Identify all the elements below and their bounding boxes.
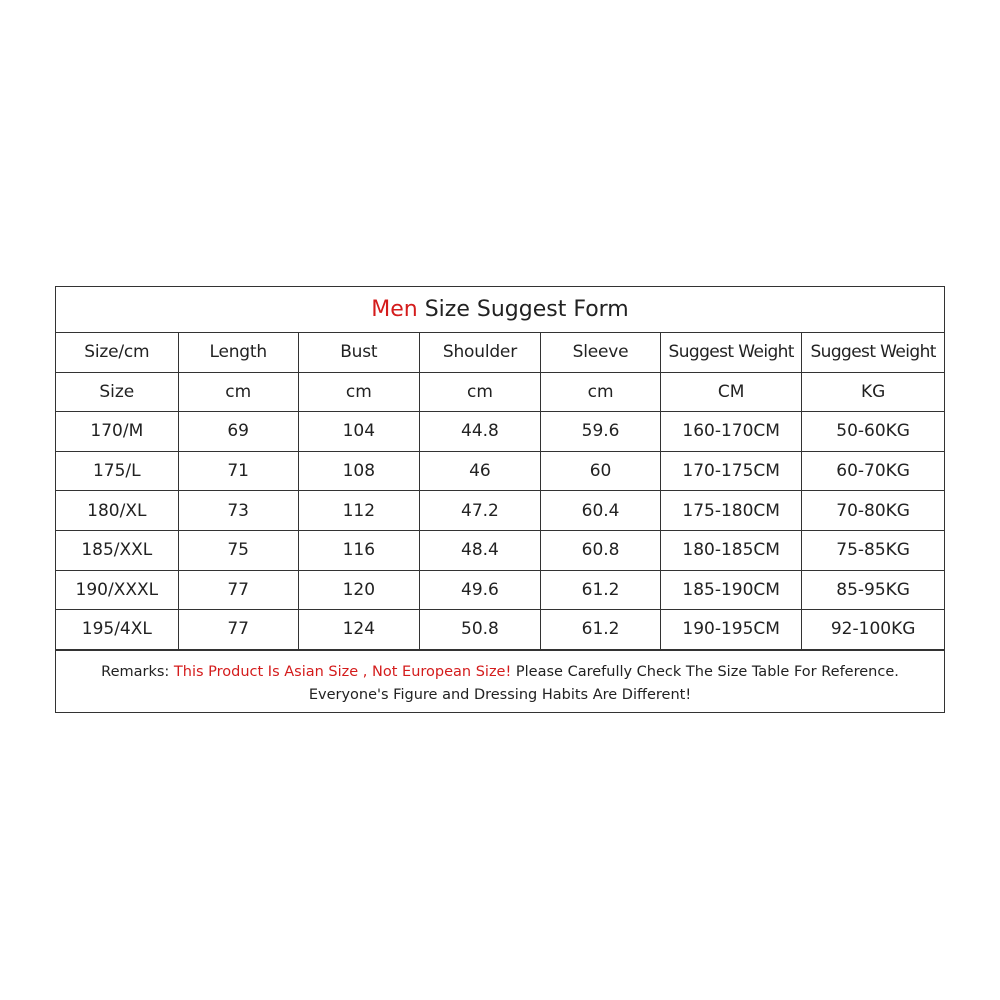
table-cell: 124 [298,610,419,650]
column-header: Bust [298,333,419,372]
remarks-line-1 [56,661,944,684]
table-cell: 73 [178,491,298,531]
table-cell: 85-95KG [802,570,944,610]
table-cell: 46 [419,451,540,491]
table-cell: 48.4 [419,530,540,570]
unit-cell: cm [541,372,661,412]
table-cell: 175-180CM [661,491,802,531]
unit-cell: KG [802,372,944,412]
column-header: Shoulder [419,333,540,372]
table-cell: 185/XXL [56,530,178,570]
unit-cell: CM [661,372,802,412]
table-cell: 47.2 [419,491,540,531]
table-cell: 195/4XL [56,610,178,650]
table-cell: 70-80KG [802,491,944,531]
table-cell: 170/M [56,412,178,452]
table-cell: 60-70KG [802,451,944,491]
table-cell: 112 [298,491,419,531]
table-cell: 59.6 [541,412,661,452]
table-cell: 61.2 [541,610,661,650]
remarks-warning: This Product Is Asian Size , Not European Size! [173,663,512,680]
table-cell: 61.2 [541,570,661,610]
table-cell: 77 [178,570,298,610]
unit-cell: cm [419,372,540,412]
table-cell: 160-170CM [661,412,802,452]
table-cell: 50-60KG [802,412,944,452]
table-cell: 77 [178,610,298,650]
unit-cell: Size [56,372,178,412]
column-header: Suggest Weight [661,333,802,372]
table-row [56,491,944,531]
table-cell: 50.8 [419,610,540,650]
table-row [56,451,944,491]
form-title [56,287,944,333]
table-cell: 185-190CM [661,570,802,610]
remarks-line-2: Everyone's Figure and Dressing Habits Are Different! [308,686,692,703]
remarks [56,650,944,720]
table-cell: 190/XXXL [56,570,178,610]
table-cell: 170-175CM [661,451,802,491]
table-cell: 180/XL [56,491,178,531]
table-cell: 44.8 [419,412,540,452]
column-header: Sleeve [541,333,661,372]
table-cell: 71 [178,451,298,491]
column-header: Size/cm [56,333,178,372]
form-title-text: Size Suggest Form [417,297,629,322]
remarks-prefix: Remarks: [101,663,174,680]
table-cell: 120 [298,570,419,610]
table-cell: 116 [298,530,419,570]
column-header: Suggest Weight [802,333,944,372]
table-row [56,530,944,570]
table-cell: 49.6 [419,570,540,610]
table-row [56,570,944,610]
table-cell: 190-195CM [661,610,802,650]
column-header: Length [178,333,298,372]
table-cell: 69 [178,412,298,452]
table-cell: 92-100KG [802,610,944,650]
table-row [56,412,944,452]
table-cell: 180-185CM [661,530,802,570]
table-cell: 60 [541,451,661,491]
table-row [56,610,944,650]
unit-cell: cm [178,372,298,412]
size-suggest-form [55,286,945,713]
table-cell: 75-85KG [802,530,944,570]
remarks-suffix: Please Carefully Check The Size Table For Reference. [511,663,899,680]
table-cell: 60.4 [541,491,661,531]
unit-cell: cm [298,372,419,412]
table-cell: 104 [298,412,419,452]
size-table [56,333,944,650]
table-cell: 75 [178,530,298,570]
table-cell: 108 [298,451,419,491]
form-title-accent: Men [371,297,418,322]
units-row [56,372,944,412]
table-cell: 60.8 [541,530,661,570]
header-row [56,333,944,372]
table-cell: 175/L [56,451,178,491]
